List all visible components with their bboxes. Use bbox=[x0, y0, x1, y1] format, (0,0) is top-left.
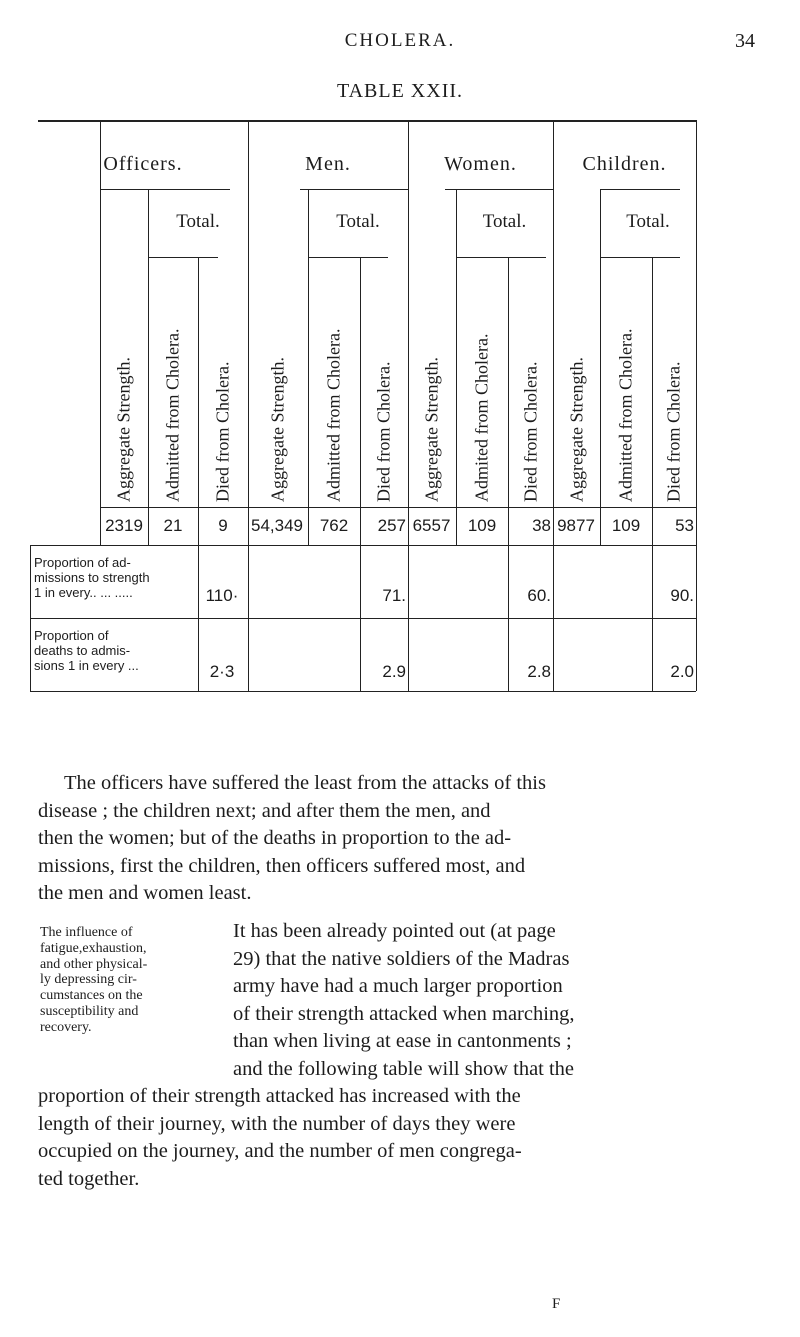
cell-children-proportion-admissions: 90. bbox=[670, 586, 694, 605]
cell-officers-proportion-deaths: 2·3 bbox=[209, 662, 235, 681]
row-label-admissions: Proportion of ad- missions to strength 1 in every.. ... ..... bbox=[34, 555, 150, 600]
cell-children-aggregate: 9877 bbox=[557, 516, 595, 535]
row-label-deaths: Proportion of deaths to admis- sions 1 in every ... bbox=[34, 628, 139, 673]
col-header-men-aggregate: Aggregate Strength. bbox=[267, 357, 288, 502]
group-header-officers: Officers. bbox=[103, 153, 183, 175]
paragraph-marching: It has been already pointed out (at page 29) that the native soldiers of the Madras army have had a much larger proportion of their strength attacked when marching, than when living at ease in cantonments ; and the following table will show that the proportion of their strength attacked has increased with the length of their journey, with the number of days they were occupied on the journey, and the number of men congrega- ted together. bbox=[38, 920, 575, 1190]
group-header-women: Women. bbox=[444, 153, 517, 175]
cell-men-aggregate: 54,349 bbox=[251, 516, 303, 535]
cell-women-admitted: 109 bbox=[467, 516, 497, 535]
cell-children-died: 53 bbox=[675, 516, 694, 535]
cell-officers-admitted: 21 bbox=[163, 516, 183, 535]
cell-men-admitted: 762 bbox=[319, 516, 349, 535]
cell-officers-aggregate: 2319 bbox=[105, 516, 143, 535]
cell-officers-died: 9 bbox=[218, 516, 228, 535]
group-header-children: Children. bbox=[582, 153, 667, 175]
col-header-children-aggregate: Aggregate Strength. bbox=[566, 357, 587, 502]
col-header-men-died: Died from Cholera. bbox=[373, 361, 394, 502]
cell-officers-proportion-admissions: 110· bbox=[205, 586, 239, 605]
page-number: 34 bbox=[735, 30, 755, 52]
col-header-women-admitted: Admited from Cholera. bbox=[471, 333, 492, 502]
total-label-children: Total. bbox=[626, 211, 670, 232]
cell-men-proportion-admissions: 71. bbox=[382, 586, 406, 605]
table-title: TABLE XXII. bbox=[336, 80, 464, 102]
running-head: CHOLERA. bbox=[344, 30, 456, 51]
signature-mark: F bbox=[552, 1296, 561, 1312]
col-header-women-died: Died from Cholera. bbox=[520, 361, 541, 502]
group-header-men: Men. bbox=[305, 153, 351, 175]
cell-women-died: 38 bbox=[532, 516, 551, 535]
cell-children-proportion-deaths: 2.0 bbox=[670, 662, 694, 681]
col-header-officers-died: Died from Cholera. bbox=[212, 361, 233, 502]
paragraph-summary: The officers have suffered the least from the attacks of this disease ; the children next; and after them the men, and then the women; but of the deaths in proportion to the ad- missions, first the children, then officers suffered most, and the men and women least. bbox=[38, 772, 546, 904]
col-header-women-aggregate: Aggregate Strength. bbox=[421, 357, 442, 502]
cell-women-proportion-admissions: 60. bbox=[527, 586, 551, 605]
col-header-officers-aggregate: Aggregate Strength. bbox=[113, 357, 134, 502]
cell-men-died: 257 bbox=[377, 516, 406, 535]
margin-note: The influence of fatigue,exhaustion, and other physical- ly depressing cir- cumstances on the susceptibility and recovery. bbox=[40, 925, 148, 1035]
col-header-children-died: Died from Cholera. bbox=[663, 361, 684, 502]
total-label-officers: Total. bbox=[176, 211, 220, 232]
cell-women-proportion-deaths: 2.8 bbox=[527, 662, 551, 681]
cell-men-proportion-deaths: 2.9 bbox=[382, 662, 406, 681]
total-label-women: Total. bbox=[482, 211, 527, 232]
cell-women-aggregate: 6557 bbox=[412, 516, 451, 535]
total-label-men: Total. bbox=[336, 211, 380, 232]
cell-children-admitted: 109 bbox=[611, 516, 641, 535]
col-header-officers-admitted: Admitted from Cholera. bbox=[162, 328, 183, 502]
col-header-men-admitted: Admitted from Cholera. bbox=[323, 328, 344, 502]
col-header-children-admitted: Admitted from Cholera. bbox=[615, 328, 636, 502]
